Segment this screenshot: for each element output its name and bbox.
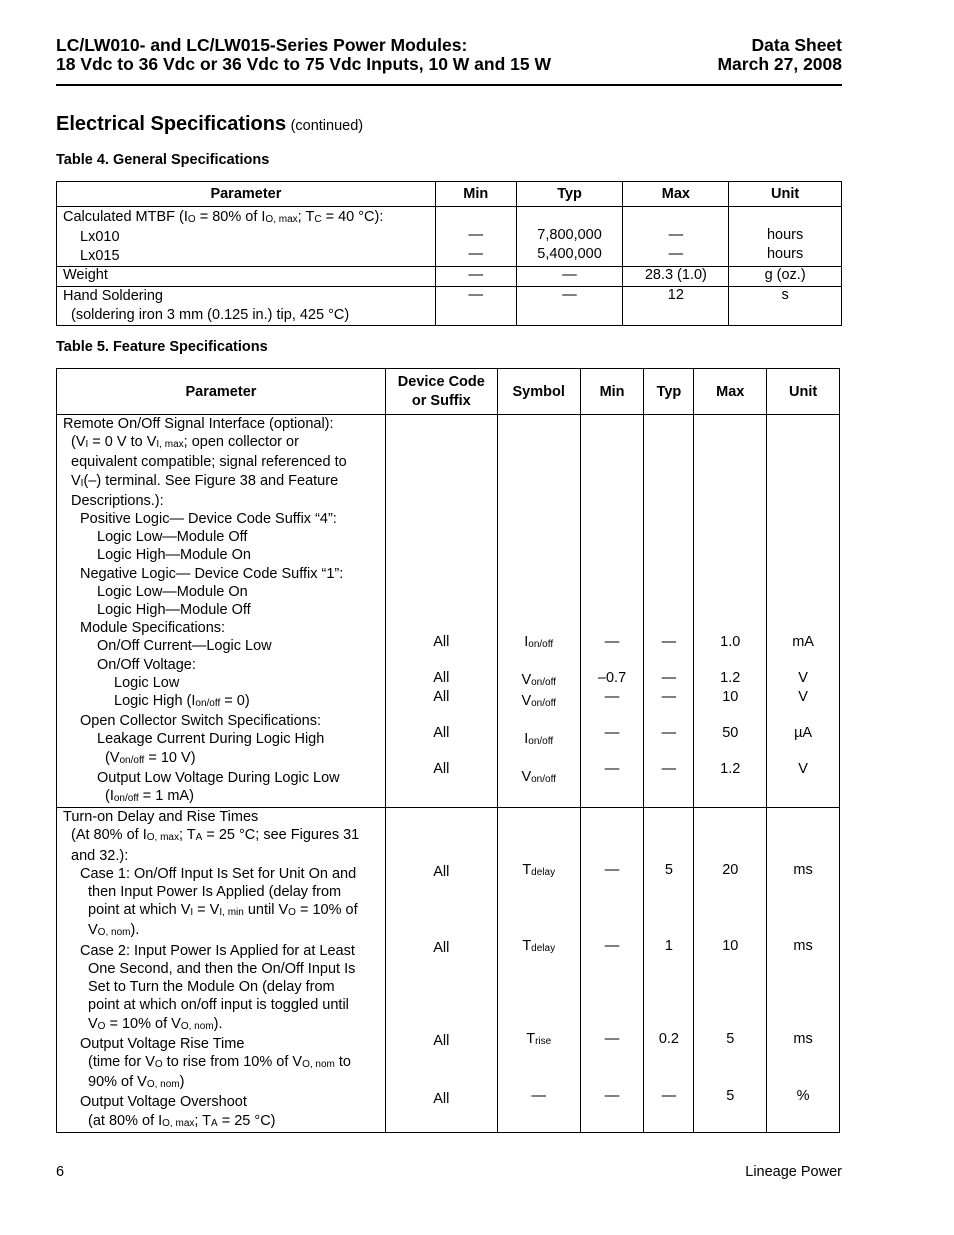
general-specs-table (56, 181, 842, 326)
table-row (57, 287, 842, 326)
lx015-label: Lx015 (80, 248, 120, 265)
weight-unit: g (oz.) (729, 267, 842, 287)
mtbf-param (57, 207, 436, 267)
title-line-2: 18 Vdc to 36 Vdc or 36 Vdc to 75 Vdc Inputs, 10 W and 15 W (56, 54, 551, 74)
page-header (56, 36, 842, 86)
table-row (57, 207, 842, 267)
lx010-label: Lx010 (80, 229, 120, 246)
remote-onoff-param: Remote On/Off Signal Interface (optional): ($V_I = 0$ V to $V_{I, max}$; open collector or equivalent compatible; signal referenced to $V_I(-)$ terminal. See Figure 38 and Feature Descriptions.): Positive Logic— Device Code Suffix “4”: Logic Low—Module Off Logic High—Module On Negative Logic— Device Code Suffix “1”: Logic Low—Module On Logic High—Module Off Module Specifications: On/Off Current—Logic Low On/Off Voltage: Logic Low Logic High $(I_{on/off} = 0)$ Open Collector Switch Specifications: Leakage Current During Logic High ($V_{on/off} = 10$ V) Output Low Voltage During Logic Low ($I_{on/off} = 1$ mA) (57, 415, 386, 808)
company-name: Lineage Power (745, 1164, 842, 1180)
soldering-max: 12 (623, 287, 729, 326)
soldering-param: Hand Soldering (soldering iron 3 mm (0.125 in.) tip, 425 °C) (57, 287, 436, 326)
remote-symbol: $I_{on/off}$ $V_{on/off}$ $V_{on/off}$ $I_{on/off}$ $V_{on/off}$ (497, 415, 580, 808)
col-unit: Unit (729, 182, 842, 207)
col-max: Max (623, 182, 729, 207)
table-row (57, 808, 840, 1132)
mtbf-label: Calculated MTBF ($I_O = 80\%$ of $I_{O, max}$; $T_C = 40$ °C): (63, 209, 384, 225)
turnon-min: — — — — (580, 808, 644, 1132)
table-header-row (57, 369, 840, 415)
table4-caption: Table 4. General Specifications (56, 152, 270, 168)
weight-typ: — (516, 267, 623, 287)
col-max: Max (694, 369, 767, 415)
weight-max: 28.3 (1.0) (623, 267, 729, 287)
col-typ: Typ (644, 369, 694, 415)
turnon-unit: ms ms ms % (767, 808, 840, 1132)
weight-param: Weight (57, 267, 436, 287)
table5-caption: Table 5. Feature Specifications (56, 339, 268, 355)
soldering-unit: s (729, 287, 842, 326)
turnon-typ: 5 1 0.2 — (644, 808, 694, 1132)
turnon-device-code: All All All All (385, 808, 497, 1132)
soldering-min: — (435, 287, 516, 326)
title-line-1: LC/LW010- and LC/LW015-Series Power Modules: (56, 35, 468, 55)
table-header-row (57, 182, 842, 207)
mtbf-max: — — (623, 207, 729, 267)
col-unit: Unit (767, 369, 840, 415)
feature-specs-table (56, 368, 840, 1133)
mtbf-typ: 7,800,000 5,400,000 (516, 207, 623, 267)
doc-type: Data Sheet (751, 35, 842, 55)
remote-typ: — — — — — (644, 415, 694, 808)
doc-date: March 27, 2008 (717, 54, 842, 74)
col-min: Min (580, 369, 644, 415)
section-heading (56, 113, 363, 136)
remote-device-code: All All All All All (385, 415, 497, 808)
mtbf-unit: hours hours (729, 207, 842, 267)
page-number: 6 (56, 1164, 65, 1180)
section-title: Electrical Specifications (56, 113, 287, 135)
weight-min: — (435, 267, 516, 287)
col-symbol: Symbol (497, 369, 580, 415)
col-parameter: Parameter (57, 369, 386, 415)
turnon-param: Turn-on Delay and Rise Times (At 80% of $I_{O, max}$; $T_A = 25$ °C; see Figures 31 and 32.): Case 1: On/Off Input Is Set for Unit On and then Input Power Is Applied (delay from point at which $V_I = V_{I, min}$ until $V_O = 10\%$ of $V_{O, nom}$). Case 2: Input Power Is Applied for at Least One Second, and then the On/Off Input Is Set to Turn the Module On (delay from point at which on/off input is toggled until $V_O = 10\%$ of $V_{O, nom}$). Output Voltage Rise Time (time for $V_O$ to rise from 10% of $V_{O, nom}$ to 90% of $V_{O, nom}$) Output Voltage Overshoot (at 80% of $I_{O, max}$; $T_A = 25$ °C) (57, 808, 386, 1132)
turnon-max: 20 10 5 5 (694, 808, 767, 1132)
document-title (56, 36, 551, 74)
document-meta (717, 36, 842, 74)
turnon-symbol: $T_{delay}$ $T_{delay}$ $T_{rise}$ — (497, 808, 580, 1132)
col-parameter: Parameter (57, 182, 436, 207)
col-device-code: Device Code or Suffix (385, 369, 497, 415)
section-note: (continued) (290, 118, 364, 134)
remote-max: 1.0 1.2 10 50 1.2 (694, 415, 767, 808)
mtbf-min: — — (435, 207, 516, 267)
table-row (57, 415, 840, 808)
table-row (57, 267, 842, 287)
remote-min: — –0.7 — — — (580, 415, 644, 808)
remote-unit: mA V V µA V (767, 415, 840, 808)
soldering-typ: — (516, 287, 623, 326)
col-typ: Typ (516, 182, 623, 207)
col-min: Min (435, 182, 516, 207)
